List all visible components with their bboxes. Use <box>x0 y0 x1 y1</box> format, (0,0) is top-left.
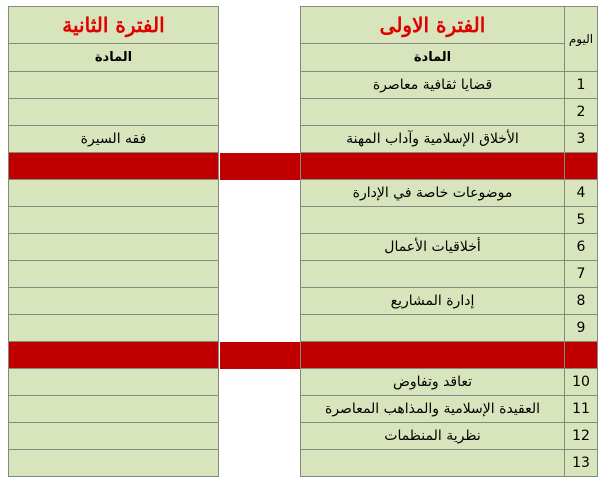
table-row <box>9 396 219 423</box>
day-number-cell: 4 <box>565 180 598 207</box>
day-number-cell: 11 <box>565 396 598 423</box>
second-period-subject-cell: فقه السيرة <box>9 126 219 153</box>
table-row <box>301 72 598 99</box>
separator-row <box>9 153 219 180</box>
table-row <box>301 180 598 207</box>
table-row <box>9 180 219 207</box>
first-period-subject-cell <box>301 261 565 288</box>
table-row <box>301 207 598 234</box>
day-number-cell: 10 <box>565 369 598 396</box>
first-period-subject-cell: إدارة المشاريع <box>301 288 565 315</box>
second-period-subject-cell <box>9 450 219 477</box>
first-period-subject-cell <box>301 99 565 126</box>
day-number-cell: 3 <box>565 126 598 153</box>
table-row <box>301 234 598 261</box>
second-period-title-row <box>9 7 219 44</box>
separator-cell <box>565 153 598 180</box>
day-number-cell: 8 <box>565 288 598 315</box>
second-period-subject-cell <box>9 369 219 396</box>
first-period-subject-cell: موضوعات خاصة في الإدارة <box>301 180 565 207</box>
table-row <box>301 423 598 450</box>
first-period-table <box>300 6 598 477</box>
second-period-header-row <box>9 44 219 72</box>
table-row <box>301 126 598 153</box>
day-column-header: اليوم <box>565 7 598 72</box>
first-period-subject-cell: الأخلاق الإسلامية وآداب المهنة <box>301 126 565 153</box>
day-number-cell: 9 <box>565 315 598 342</box>
day-number-cell: 13 <box>565 450 598 477</box>
table-row <box>9 234 219 261</box>
separator-bar <box>220 342 300 369</box>
table-row <box>301 450 598 477</box>
separator-row <box>301 342 598 369</box>
first-period-subject-header: المادة <box>301 44 565 72</box>
day-number-cell: 2 <box>565 99 598 126</box>
second-period-subject-cell <box>9 180 219 207</box>
table-row <box>9 126 219 153</box>
table-row <box>9 261 219 288</box>
table-row <box>9 288 219 315</box>
separator-cell <box>301 342 565 369</box>
second-period-subject-cell <box>9 207 219 234</box>
table-row <box>301 396 598 423</box>
separator-bar <box>220 153 300 180</box>
second-period-subject-cell <box>9 261 219 288</box>
separator-cell <box>565 342 598 369</box>
first-period-subject-cell <box>301 450 565 477</box>
table-row <box>301 315 598 342</box>
first-period-subject-cell <box>301 207 565 234</box>
second-period-table <box>8 6 219 477</box>
table-row <box>9 450 219 477</box>
table-row <box>9 207 219 234</box>
first-period-subject-cell: أخلاقيات الأعمال <box>301 234 565 261</box>
day-number-cell: 12 <box>565 423 598 450</box>
first-period-title: الفترة الاولى <box>301 7 565 44</box>
separator-row <box>301 153 598 180</box>
separator-cell <box>9 342 219 369</box>
table-row <box>9 99 219 126</box>
second-period-title: الفترة الثانية <box>9 7 219 44</box>
first-period-subject-cell: العقيدة الإسلامية والمذاهب المعاصرة <box>301 396 565 423</box>
day-number-cell: 5 <box>565 207 598 234</box>
table-row <box>301 261 598 288</box>
first-period-header-row <box>301 44 598 72</box>
table-row <box>9 72 219 99</box>
separator-cell <box>9 153 219 180</box>
table-row <box>301 99 598 126</box>
second-period-subject-header: المادة <box>9 44 219 72</box>
second-period-subject-cell <box>9 288 219 315</box>
table-row <box>9 315 219 342</box>
second-period-subject-cell <box>9 423 219 450</box>
table-row <box>9 369 219 396</box>
second-period-subject-cell <box>9 315 219 342</box>
first-period-title-row <box>301 7 598 44</box>
day-number-cell: 7 <box>565 261 598 288</box>
day-number-cell: 6 <box>565 234 598 261</box>
second-period-subject-cell <box>9 234 219 261</box>
table-row <box>9 423 219 450</box>
day-number-cell: 1 <box>565 72 598 99</box>
first-period-subject-cell: نظرية المنظمات <box>301 423 565 450</box>
separator-cell <box>301 153 565 180</box>
second-period-subject-cell <box>9 396 219 423</box>
table-row <box>301 369 598 396</box>
separator-row <box>9 342 219 369</box>
second-period-subject-cell <box>9 72 219 99</box>
table-row <box>301 288 598 315</box>
first-period-subject-cell: تعاقد وتفاوض <box>301 369 565 396</box>
second-period-subject-cell <box>9 99 219 126</box>
first-period-subject-cell: قضايا ثقافية معاصرة <box>301 72 565 99</box>
first-period-subject-cell <box>301 315 565 342</box>
